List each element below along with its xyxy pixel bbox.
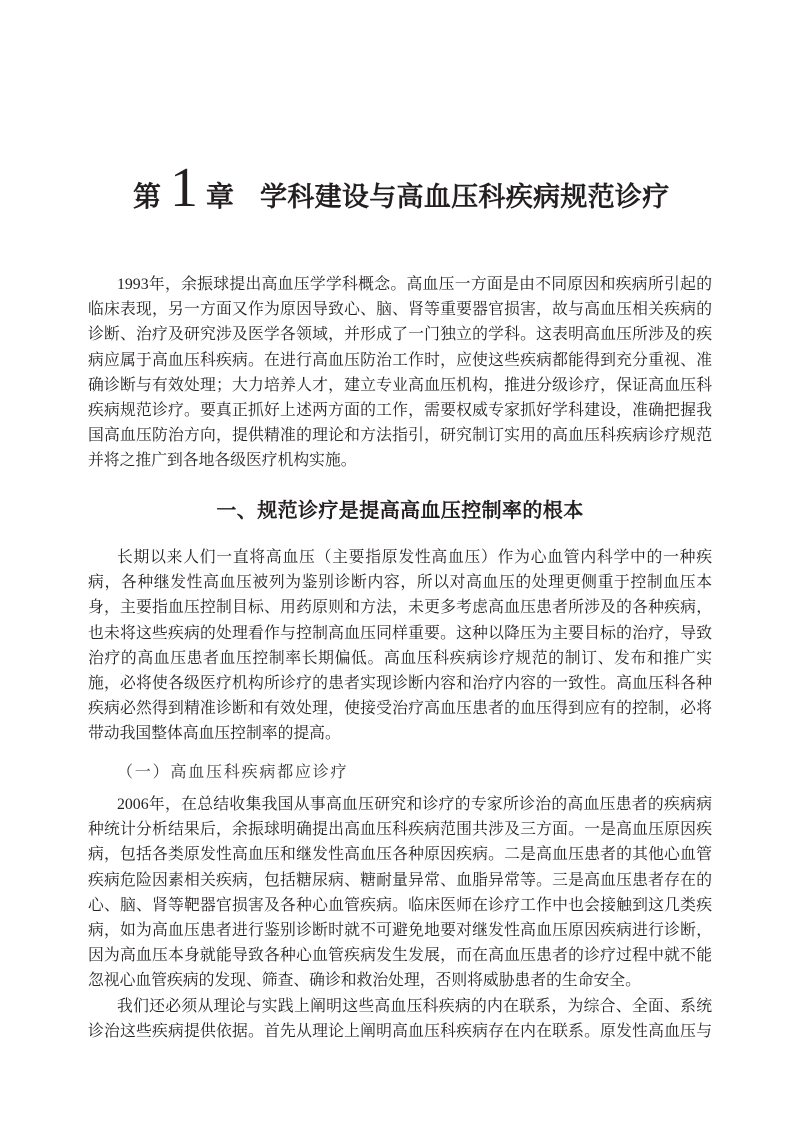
subsection-body — [88, 792, 712, 1044]
paragraph-line: 身，主要指血压控制目标、用药原则和方法，未更多考虑高血压患者所涉及的各种疾病， — [88, 599, 712, 617]
subsection-paragraph — [88, 792, 712, 994]
paragraph-line: 诊治这些疾病提供依据。首先从理论上阐明高血压科疾病存在内在联系。原发性高血压与 — [88, 1022, 712, 1040]
paragraph-line: 国高血压防治方向，提供精准的理论和方法指引，研究制订实用的高血压科疾病诊疗规范 — [88, 427, 712, 445]
paragraph-line: 2006年，在总结收集我国从事高血压研究和诊疗的专家所诊治的高血压患者的疾病病 — [117, 796, 712, 813]
paragraph-line: 疾病必然得到精准诊断和有效处理，使接受治疗高血压患者的血压得到应有的控制，必将 — [88, 700, 712, 718]
paragraph-line: 疾病危险因素相关疾病，包括糖尿病、糖耐量异常、血脂异常等。三是高血压患者存在的 — [88, 871, 712, 889]
chapter-suffix: 章 — [206, 182, 235, 213]
subsection-paragraph — [88, 994, 712, 1044]
paragraph-line: 心、脑、肾等靶器官损害及各种心血管疾病。临床医师在诊疗工作中也会接触到这几类疾 — [88, 896, 712, 914]
paragraph-line: 病，各种继发性高血压被列为鉴别诊断内容，所以对高血压的处理更侧重于控制血压本 — [88, 574, 712, 592]
chapter-prefix: 第 — [133, 182, 162, 213]
intro-paragraph — [88, 272, 712, 474]
chapter-title-text: 学科建设与高血压科疾病规范诊疗 — [260, 182, 670, 212]
paragraph-line: 病应属于高血压科疾病。在进行高血压防治工作时，应使这些疾病都能得到充分重视、准 — [88, 351, 712, 369]
chapter-heading — [133, 157, 670, 219]
paragraph-line: 1993年，余振球提出高血压学学科概念。高血压一方面是由不同原因和疾病所引起的 — [117, 276, 712, 293]
subsection-heading: （一）高血压科疾病都应诊疗 — [117, 762, 349, 781]
paragraph-line: 确诊断与有效处理；大力培养人才，建立专业高血压机构，推进分级诊疗，保证高血压科 — [88, 376, 712, 394]
paragraph-line: 治疗的高血压患者血压控制率长期偏低。高血压科疾病诊疗规范的制订、发布和推广实 — [88, 649, 712, 667]
paragraph-line: 临床表现，另一方面又作为原因导致心、脑、肾等重要器官损害，故与高血压相关疾病的 — [88, 301, 712, 319]
paragraph-line: 带动我国整体高血压控制率的提高。 — [88, 725, 341, 743]
paragraph-line: 也未将这些疾病的处理看作与控制高血压同样重要。这种以降压为主要目标的治疗，导致 — [88, 624, 712, 642]
section-heading: 一、规范诊疗是提高高血压控制率的根本 — [216, 498, 584, 522]
paragraph-line: 并将之推广到各地各级医疗机构实施。 — [88, 452, 357, 470]
paragraph-line: 疾病规范诊疗。要真正抓好上述两方面的工作，需要权威专家抓好学科建设，准确把握我 — [88, 401, 712, 419]
paragraph-line: 忽视心血管疾病的发现、筛查、确诊和救治处理，否则将威胁患者的生命安全。 — [88, 972, 641, 990]
paragraph-line: 种统计分析结果后，余振球明确提出高血压科疾病范围共涉及三方面。一是高血压原因疾 — [88, 821, 712, 839]
chapter-number: 1 — [170, 157, 199, 219]
paragraph-line: 病，如为高血压患者进行鉴别诊断时就不可避免地要对继发性高血压原因疾病进行诊断， — [88, 921, 712, 939]
paragraph-line: 因为高血压本身就能导致各种心血管疾病发生发展，而在高血压患者的诊疗过程中就不能 — [88, 947, 712, 965]
paragraph-line: 施，必将使各级医疗机构所诊疗的患者实现诊断内容和治疗内容的一致性。高血压科各种 — [88, 674, 712, 692]
section-paragraph — [88, 545, 712, 747]
paragraph-line: 我们还必须从理论与实践上阐明这些高血压科疾病的内在联系，为综合、全面、系统 — [117, 997, 712, 1015]
paragraph-line: 诊断、治疗及研究涉及医学各领域，并形成了一门独立的学科。这表明高血压所涉及的疾 — [88, 326, 712, 344]
paragraph-line: 长期以来人们一直将高血压（主要指原发性高血压）作为心血管内科学中的一种疾 — [117, 549, 712, 566]
paragraph-line: 病，包括各类原发性高血压和继发性高血压各种原因疾病。二是高血压患者的其他心血管 — [88, 846, 712, 864]
